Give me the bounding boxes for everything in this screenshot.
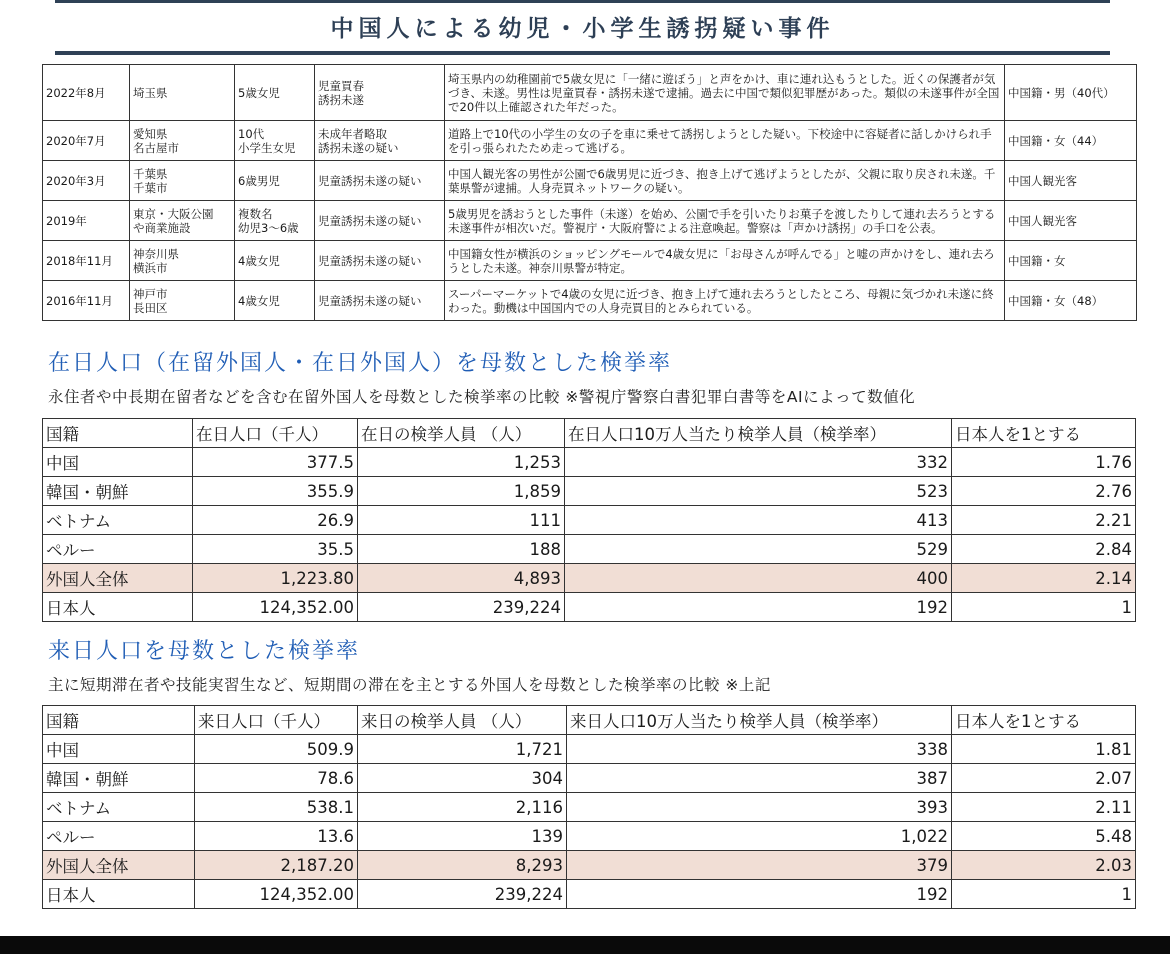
incident-charge-line: 誘拐未遂の疑い [318, 140, 399, 155]
nationality-cell: 中国 [43, 735, 195, 764]
incident-date [43, 201, 130, 241]
value-cell: 124,352.00 [195, 880, 358, 909]
incident-suspect [1005, 65, 1137, 121]
value-cell: 26.9 [193, 506, 358, 535]
incident-charge [315, 65, 445, 121]
incident-victim [235, 241, 315, 281]
value-cell: 1,022 [567, 822, 952, 851]
nationality-cell: ペルー [43, 535, 193, 564]
incident-place-line: 東京・大阪公園 [133, 206, 214, 221]
nationality-cell: 日本人 [43, 880, 195, 909]
incident-row [43, 241, 1137, 281]
incident-suspect-line: 中国人観光客 [1008, 173, 1077, 188]
incident-charge [315, 201, 445, 241]
value-cell: 1 [952, 880, 1136, 909]
incident-charge-line: 誘拐未遂 [318, 92, 364, 107]
value-cell: 387 [567, 764, 952, 793]
incident-charge-line: 児童誘拐未遂の疑い [318, 213, 422, 228]
incident-date [43, 281, 130, 321]
incident-victim-line: 6歳男児 [238, 173, 280, 188]
incident-row [43, 201, 1137, 241]
value-cell: 523 [565, 477, 952, 506]
incident-place-line: や商業施設 [133, 220, 191, 235]
incident-victim-line: 4歳女児 [238, 293, 280, 308]
value-cell: 355.9 [193, 477, 358, 506]
incident-row [43, 65, 1137, 121]
column-header: 来日の検挙人員 （人） [358, 706, 567, 735]
incident-place-line: 千葉県 [133, 166, 168, 181]
incident-charge [315, 121, 445, 161]
table-row [43, 880, 1136, 909]
header-row [43, 706, 1136, 735]
incident-description-line: スーパーマーケットで4歳の女児に近づき、抱き上げて連れ去ろうとしたところ、母親に気づかれ未遂に終わった。動機は中国国内での人身売買目的とみられている。 [448, 286, 994, 315]
incident-suspect [1005, 201, 1137, 241]
table-row [43, 448, 1136, 477]
incident-place-line: 長田区 [133, 300, 168, 315]
incident-charge [315, 241, 445, 281]
incident-description-line: 道路上で10代の小学生の女の子を車に乗せて誘拐しようとした疑い。下校途中に容疑者に話しかけられ手を引っ張られたため走って逃げる。 [448, 126, 992, 155]
value-cell: 379 [567, 851, 952, 880]
value-cell: 2.14 [952, 564, 1136, 593]
incident-description-line: 中国籍女性が横浜のショッピングモールで4歳女児に「お母さんが呼んでる」と嘘の声かけをし、連れ去ろうとした未遂。神奈川県警が特定。 [448, 246, 995, 275]
incident-row [43, 121, 1137, 161]
incident-victim [235, 281, 315, 321]
incident-place [130, 241, 235, 281]
incident-date [43, 65, 130, 121]
section2-title: 来日人口を母数とした検挙率 [48, 639, 361, 664]
incident-description [445, 121, 1005, 161]
table-row [43, 851, 1136, 880]
incident-description-line: 埼玉県内の幼稚園前で5歳女児に「一緒に遊ぼう」と声をかけ、車に連れ込もうとした。近くの保護者が気づき、未遂。男性は児童買春・誘拐未遂で逮捕。過去に中国で類似犯罪歴があった。類似の未遂事件が全国で20件以上確認された年だった。 [448, 71, 1000, 114]
incident-charge-line: 児童誘拐未遂の疑い [318, 293, 422, 308]
table-row [43, 764, 1136, 793]
incident-victim-line: 5歳女児 [238, 85, 280, 100]
bottom-bar [0, 936, 1170, 954]
value-cell: 2.76 [952, 477, 1136, 506]
nationality-cell: ペルー [43, 822, 195, 851]
incident-victim-line: 複数名 [238, 206, 273, 221]
value-cell: 400 [565, 564, 952, 593]
table-row [43, 822, 1136, 851]
column-header: 国籍 [43, 706, 195, 735]
incident-date-line: 2016年11月 [46, 293, 113, 308]
column-header: 在日人口10万人当たり検挙人員（検挙率） [565, 419, 952, 448]
value-cell: 529 [565, 535, 952, 564]
incident-place [130, 65, 235, 121]
resident-rate-table [42, 418, 1136, 622]
page-title: 中国人による幼児・小学生誘拐疑い事件 [330, 16, 835, 42]
incident-victim-line: 4歳女児 [238, 253, 280, 268]
value-cell: 1,223.80 [193, 564, 358, 593]
incident-victim-line: 10代 [238, 126, 265, 141]
value-cell: 35.5 [193, 535, 358, 564]
title-rule-bottom [55, 51, 1110, 55]
incident-place-line: 横浜市 [133, 260, 168, 275]
value-cell: 239,224 [358, 880, 567, 909]
incident-victim [235, 201, 315, 241]
value-cell: 239,224 [358, 593, 565, 622]
incident-place-line: 埼玉県 [133, 85, 168, 100]
incident-place-line: 神奈川県 [133, 246, 179, 261]
nationality-cell: 日本人 [43, 593, 193, 622]
value-cell: 2.03 [952, 851, 1136, 880]
value-cell: 538.1 [195, 793, 358, 822]
value-cell: 1.76 [952, 448, 1136, 477]
nationality-cell: 外国人全体 [43, 564, 193, 593]
nationality-cell: 中国 [43, 448, 193, 477]
value-cell: 338 [567, 735, 952, 764]
incident-date-line: 2022年8月 [46, 85, 106, 100]
title-banner [55, 0, 1110, 57]
incident-date-line: 2018年11月 [46, 253, 113, 268]
value-cell: 13.6 [195, 822, 358, 851]
value-cell: 4,893 [358, 564, 565, 593]
incident-victim [235, 65, 315, 121]
incident-charge-line: 児童買春 [318, 78, 364, 93]
incident-row [43, 161, 1137, 201]
incident-suspect [1005, 281, 1137, 321]
incident-victim-line: 幼児3～6歳 [238, 220, 299, 235]
title-rule-top [55, 0, 1110, 3]
incident-suspect [1005, 161, 1137, 201]
incident-place [130, 121, 235, 161]
incident-suspect-line: 中国人観光客 [1008, 213, 1077, 228]
value-cell: 1,253 [358, 448, 565, 477]
value-cell: 2.84 [952, 535, 1136, 564]
incident-description [445, 201, 1005, 241]
incident-charge [315, 281, 445, 321]
incident-victim [235, 121, 315, 161]
table-row [43, 735, 1136, 764]
table-row [43, 793, 1136, 822]
incident-row [43, 281, 1137, 321]
value-cell: 304 [358, 764, 567, 793]
incident-date-line: 2019年 [46, 213, 87, 228]
incident-victim-line: 小学生女児 [238, 140, 296, 155]
incident-date [43, 241, 130, 281]
incident-description-line: 中国人観光客の男性が公園で6歳男児に近づき、抱き上げて逃げようとしたが、父親に取り戻され未遂。千葉県警が逮捕。人身売買ネットワークの疑い。 [448, 166, 996, 195]
value-cell: 2,187.20 [195, 851, 358, 880]
incident-place-line: 神戸市 [133, 286, 168, 301]
incident-date [43, 121, 130, 161]
visitor-rate-table [42, 705, 1136, 909]
value-cell: 1 [952, 593, 1136, 622]
value-cell: 1,859 [358, 477, 565, 506]
incident-description [445, 65, 1005, 121]
section1-subtitle: 永住者や中長期在留者などを含む在留外国人を母数とした検挙率の比較 ※警視庁警察白書犯罪白書等をAIによって数値化 [48, 388, 916, 406]
incident-suspect-line: 中国籍・女（44） [1008, 133, 1104, 148]
incident-suspect-line: 中国籍・女（48） [1008, 293, 1104, 308]
incident-suspect-line: 中国籍・女 [1008, 253, 1066, 268]
value-cell: 1.81 [952, 735, 1136, 764]
value-cell: 2.07 [952, 764, 1136, 793]
incident-description [445, 241, 1005, 281]
value-cell: 1,721 [358, 735, 567, 764]
incident-suspect-line: 中国籍・男（40代） [1008, 85, 1115, 100]
value-cell: 192 [565, 593, 952, 622]
incident-charge-line: 児童誘拐未遂の疑い [318, 173, 422, 188]
incident-place-line: 愛知県 [133, 126, 168, 141]
nationality-cell: 韓国・朝鮮 [43, 477, 193, 506]
value-cell: 5.48 [952, 822, 1136, 851]
incident-charge-line: 児童誘拐未遂の疑い [318, 253, 422, 268]
column-header: 日本人を1とする [952, 419, 1136, 448]
incident-place [130, 201, 235, 241]
value-cell: 393 [567, 793, 952, 822]
incident-place-line: 名古屋市 [133, 140, 179, 155]
value-cell: 509.9 [195, 735, 358, 764]
column-header: 国籍 [43, 419, 193, 448]
incident-suspect [1005, 121, 1137, 161]
column-header: 日本人を1とする [952, 706, 1136, 735]
incident-date-line: 2020年7月 [46, 133, 106, 148]
table-row [43, 477, 1136, 506]
value-cell: 192 [567, 880, 952, 909]
incident-description [445, 281, 1005, 321]
table-row [43, 564, 1136, 593]
value-cell: 124,352.00 [193, 593, 358, 622]
table-row [43, 593, 1136, 622]
header-row [43, 419, 1136, 448]
value-cell: 2.11 [952, 793, 1136, 822]
column-header: 在日人口（千人） [193, 419, 358, 448]
incident-suspect [1005, 241, 1137, 281]
incident-charge [315, 161, 445, 201]
value-cell: 8,293 [358, 851, 567, 880]
column-header: 来日人口10万人当たり検挙人員（検挙率） [567, 706, 952, 735]
value-cell: 2.21 [952, 506, 1136, 535]
table-row [43, 506, 1136, 535]
incident-date [43, 161, 130, 201]
incident-victim [235, 161, 315, 201]
column-header: 来日人口（千人） [195, 706, 358, 735]
section1-title: 在日人口（在留外国人・在日外国人）を母数とした検挙率 [48, 351, 673, 376]
incident-place-line: 千葉市 [133, 180, 168, 195]
nationality-cell: ベトナム [43, 506, 193, 535]
value-cell: 111 [358, 506, 565, 535]
incident-charge-line: 未成年者略取 [318, 126, 387, 141]
incidents-table [42, 64, 1137, 321]
value-cell: 2,116 [358, 793, 567, 822]
incident-date-line: 2020年3月 [46, 173, 106, 188]
incident-description [445, 161, 1005, 201]
nationality-cell: 外国人全体 [43, 851, 195, 880]
section2-subtitle: 主に短期滞在者や技能実習生など、短期間の滞在を主とする外国人を母数とした検挙率の比較 ※上記 [48, 676, 771, 694]
value-cell: 188 [358, 535, 565, 564]
incident-place [130, 281, 235, 321]
nationality-cell: 韓国・朝鮮 [43, 764, 195, 793]
value-cell: 332 [565, 448, 952, 477]
value-cell: 78.6 [195, 764, 358, 793]
value-cell: 377.5 [193, 448, 358, 477]
column-header: 在日の検挙人員 （人） [358, 419, 565, 448]
table-row [43, 535, 1136, 564]
nationality-cell: ベトナム [43, 793, 195, 822]
value-cell: 139 [358, 822, 567, 851]
incident-description-line: 5歳男児を誘おうとした事件（未遂）を始め、公園で手を引いたりお菓子を渡したりして連れ去ろうとする未遂事件が相次いだ。警視庁・大阪府警による注意喚起。警察は「声かけ誘拐」の手口を公表。 [448, 206, 996, 235]
incident-place [130, 161, 235, 201]
value-cell: 413 [565, 506, 952, 535]
